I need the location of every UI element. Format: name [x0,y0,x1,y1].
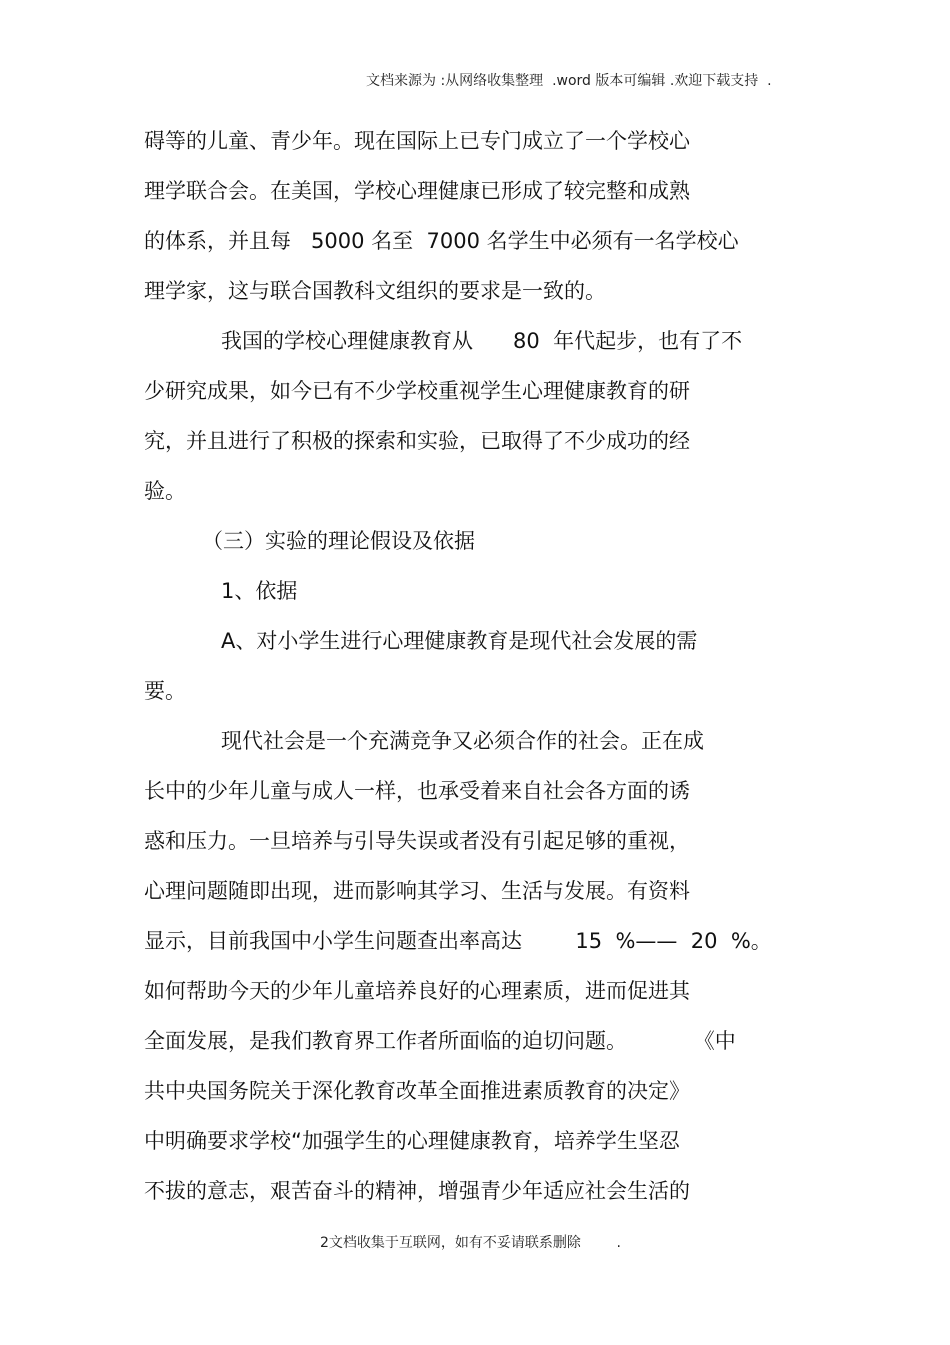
body-line: 验。 [144,479,186,503]
body-line: 我国的学校心理健康教育从 80 年代起步，也有了不 [221,329,743,353]
body-line: 理学联合会。在美国，学校心理健康已形成了较完整和成熟 [144,179,690,203]
body-line: 全面发展，是我们教育界工作者所面临的迫切问题。 《中 [144,1029,736,1053]
body-line: 心理问题随即出现，进而影响其学习、生活与发展。有资料 [144,879,690,903]
body-line: 现代社会是一个充满竞争又必须合作的社会。正在成 [221,729,704,753]
body-line: A、对小学生进行心理健康教育是现代社会发展的需 [221,629,698,653]
body-line: 中明确要求学校“加强学生的心理健康教育，培养学生坚忍 [144,1129,680,1153]
body-line: 不拔的意志，艰苦奋斗的精神，增强青少年适应社会生活的 [144,1179,690,1203]
body-line: 碍等的儿童、青少年。现在国际上已专门成立了一个学校心 [144,129,690,153]
body-line: 的体系，并且每 5000 名至 7000 名学生中必须有一名学校心 [144,229,739,253]
body-line: 惑和压力。一旦培养与引导失误或者没有引起足够的重视， [144,829,690,853]
body-line: 究，并且进行了积极的探索和实验，已取得了不少成功的经 [144,429,690,453]
body-line: 显示，目前我国中小学生问题查出率高达 15 %—— 20 %。 [144,929,772,953]
body-line: 少研究成果，如今已有不少学校重视学生心理健康教育的研 [144,379,690,403]
section-heading: （三）实验的理论假设及依据 [202,529,475,553]
body-line: 理学家，这与联合国教科文组织的要求是一致的。 [144,279,606,303]
body-line: 长中的少年儿童与成人一样，也承受着来自社会各方面的诱 [144,779,690,803]
page-header: 文档来源为 :从网络收集整理 .word 版本可编辑 .欢迎下载支持 . [366,73,772,89]
page-footer: 2文档收集于互联网，如有不妥请联系删除 . [320,1235,621,1251]
body-line: 共中央国务院关于深化教育改革全面推进素质教育的决定》 [144,1079,690,1103]
subsection-heading: 1、依据 [221,579,298,603]
body-line: 要。 [144,679,186,703]
body-line: 如何帮助今天的少年儿童培养良好的心理素质，进而促进其 [144,979,690,1003]
